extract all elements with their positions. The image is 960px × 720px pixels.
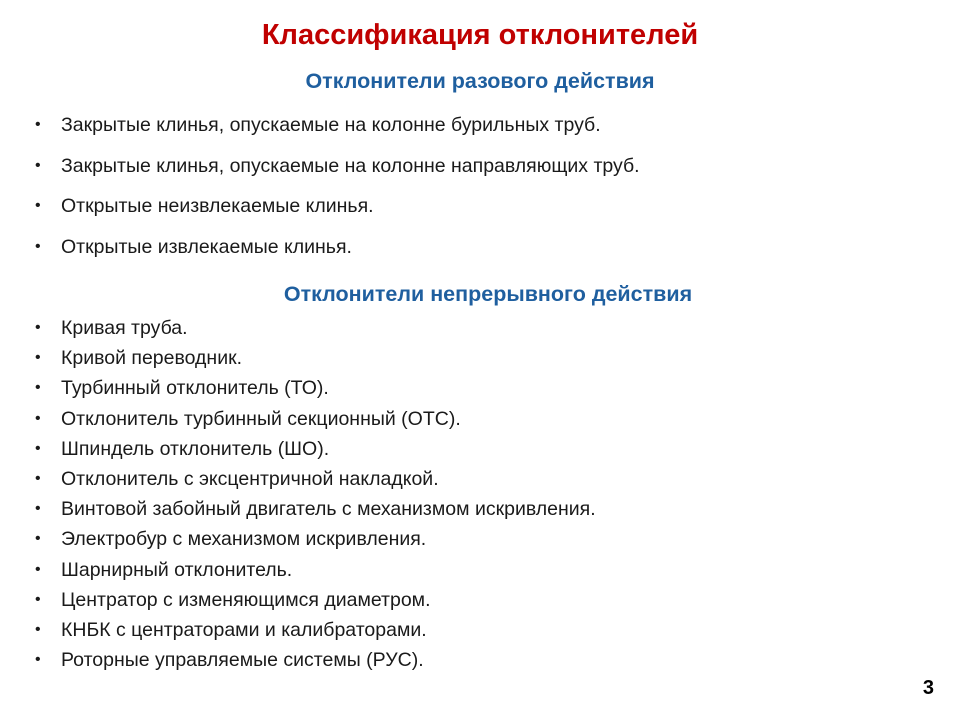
list-item-text: Роторные управляемые системы (РУС). [61,649,424,672]
list-item-text: Турбинный отклонитель (ТО). [61,377,329,400]
list-item [0,587,596,617]
list-item-text: Отклонитель с эксцентричной накладкой. [61,467,439,490]
section-heading-single-action: Отклонители разового действия [305,69,655,93]
list-item [0,436,596,466]
bullet-icon: • [35,237,41,255]
list-item [0,345,596,375]
list-item [0,315,596,345]
list-item-text: Электробур с механизмом искривления. [61,528,427,551]
bullet-icon: • [35,197,41,214]
list-item-text: Кривая труба. [61,317,188,339]
list-item-text: Отклонитель турбинный секционный (ОТС). [61,407,461,430]
bullet-icon: • [35,439,41,457]
list-item [0,526,596,556]
section-heading-continuous-action: Отклонители непрерывного действия [283,282,693,306]
bullet-icon: • [35,116,41,133]
slide-title: Классификация отклонителей [261,19,699,51]
list-item [0,113,640,154]
continuous-action-list [0,315,596,677]
list-item [0,466,596,496]
list-item-text: Винтовой забойный двигатель с механизмом искривления. [61,498,596,521]
bullet-icon: • [35,319,41,336]
list-item-text: Шарнирный отклонитель. [61,558,293,581]
bullet-icon: • [35,590,41,608]
list-item [0,406,596,436]
bullet-icon: • [35,156,41,174]
bullet-icon: • [35,500,41,518]
list-item [0,194,640,235]
list-item-text: Открытые извлекаемые клинья. [61,235,352,258]
bullet-icon: • [35,620,41,638]
list-item-text: Открытые неизвлекаемые клинья. [61,195,374,217]
bullet-icon: • [35,379,41,397]
list-item-text: Центратор с изменяющимся диаметром. [61,588,431,611]
list-item [0,235,640,276]
bullet-icon: • [35,409,41,427]
bullet-icon: • [35,469,41,487]
list-item-text: Закрытые клинья, опускаемые на колонне направляющих труб. [61,154,640,177]
bullet-icon: • [35,349,41,367]
single-action-list [0,113,640,275]
bullet-icon: • [35,560,41,578]
list-item [0,496,596,526]
list-item [0,375,596,405]
list-item-text: Шпиндель отклонитель (ШО). [61,437,330,460]
list-item-text: Кривой переводник. [61,347,243,370]
list-item-text: КНБК с центраторами и калибраторами. [61,618,427,641]
list-item-text: Закрытые клинья, опускаемые на колонне бурильных труб. [61,114,601,136]
list-item [0,647,596,677]
bullet-icon: • [35,530,41,548]
list-item [0,154,640,195]
page-number: 3 [922,677,934,699]
list-item [0,617,596,647]
bullet-icon: • [35,651,41,669]
list-item [0,557,596,587]
